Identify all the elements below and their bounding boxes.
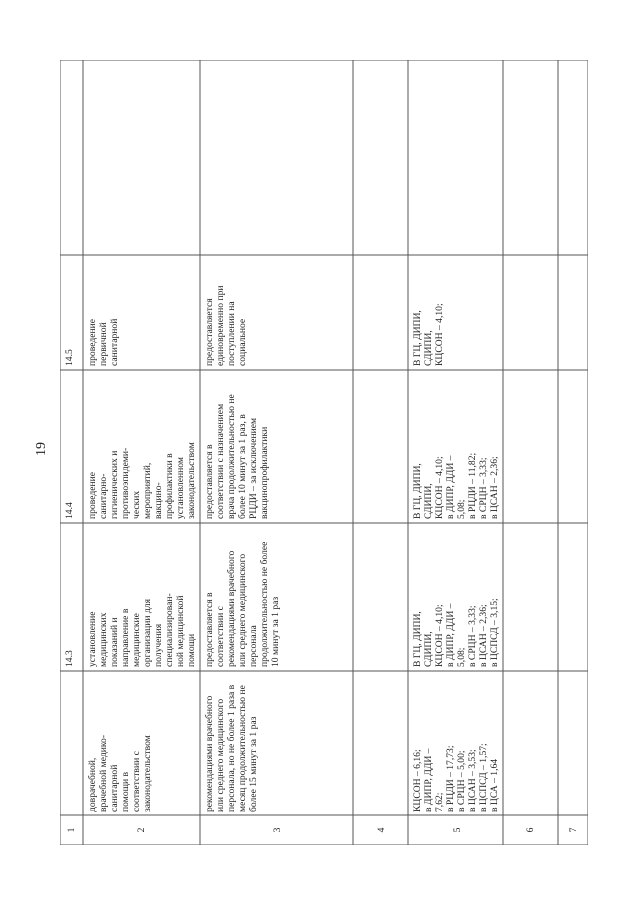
table-row-3-number: 14.5 bbox=[64, 349, 75, 366]
table-row-0-norms: КЦСОН – 6,16; в ДИПР, ДДИ – 7,62; в РЦДИ – 17,73; в СРЦН – 5,00; в ЦСАН – 3,53; в ЦСПСД – 1,57; в ЦСА – 1,64 bbox=[412, 743, 500, 812]
table-row-1-conditions: предоставляется в соответствии с рекомендациями врачебного или среднего медицинского персонала продолжительностью не более 10 минут за 1 раз bbox=[204, 541, 281, 667]
page-number: 19 bbox=[34, 442, 49, 456]
table-row-3-service: проведение первичной санитарной bbox=[87, 318, 120, 366]
column-header-4: 4 bbox=[376, 827, 387, 833]
column-header-6: 6 bbox=[525, 827, 536, 833]
rotated-table bbox=[60, 60, 588, 845]
table-row-0-service: доврачебной, врачебной медико- санитарной помощи в соответствии с законодательством bbox=[87, 734, 153, 812]
table-row-1-service: установление медицинских показаний и направление в медицинские организации для получения специализирован- ной медицинской помощи bbox=[87, 593, 197, 667]
table-row-1-number: 14.3 bbox=[64, 650, 75, 667]
table-row-0-conditions: рекомендациями врачебного или среднего медицинского персонала, но не более 1 раза в месяц продолжительностью не более 15 минут за 1 раз bbox=[204, 684, 259, 812]
column-header-5: 5 bbox=[452, 827, 463, 833]
column-header-1: 1 bbox=[66, 827, 77, 833]
table-row-2-norms: В ГЦ, ДИПИ, СДИПИ, КЦСОН – 4,10; в ДИПР, ДДИ – 5,08; в РЦДИ – 11,82; в СРЦН – 3,33; в ЦСАН – 2,36; bbox=[412, 452, 500, 519]
table-row-3-conditions: предоставляется единовременно при поступлении на социальное bbox=[204, 285, 248, 366]
column-header-2: 2 bbox=[136, 827, 147, 833]
column-header-7: 7 bbox=[568, 827, 579, 833]
table-row-2-conditions: предоставляется в соответствии с назначением врача продолжительностью не более 10 минут за 1 раз, в РЦДИ – за исключением вакцинопрофилактики bbox=[204, 394, 270, 519]
column-header-3: 3 bbox=[272, 827, 283, 833]
table-row-2-service: проведение санитарно- гигиенических и противоэпидеми- ческих мероприятий, вакцино- профилактики в установленном законодательством bbox=[87, 442, 197, 519]
table-row-2-number: 14.4 bbox=[64, 502, 75, 519]
table-row-1-norms: В ГЦ, ДИПИ, СДИПИ, КЦСОН – 4,10; в ДИПР, ДДИ – 5,08; в СРЦН – 3,33; в ЦСАН – 2,36; в ЦСПСД – 3,15; bbox=[412, 598, 500, 667]
table-row-3-norms: В ГЦ, ДИПИ, СДИПИ, КЦСОН – 4,10; bbox=[412, 303, 445, 366]
